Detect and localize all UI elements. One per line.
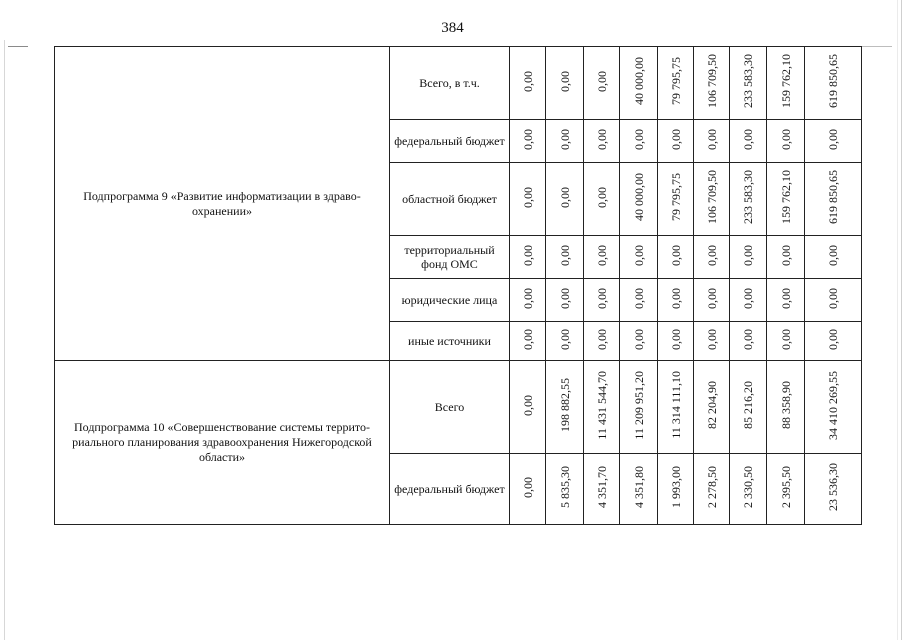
- amount-value: 0,00: [520, 128, 535, 150]
- amount-value: 0,00: [826, 128, 840, 150]
- amount-cell: [805, 47, 862, 120]
- amount-value: 0,00: [741, 128, 755, 150]
- amount-cell: [510, 454, 546, 525]
- amount-value: 619 850,65: [826, 54, 840, 108]
- amount-value: 0,00: [594, 128, 609, 150]
- amount-cell: [620, 47, 658, 120]
- amount-value: 0,00: [594, 328, 609, 350]
- amount-cell: [658, 120, 694, 163]
- amount-value: 0,00: [557, 244, 572, 266]
- amount-cell: [620, 322, 658, 361]
- amount-value: 4 351,70: [594, 466, 609, 508]
- amount-value: 2 330,50: [741, 466, 755, 508]
- amount-value: 79 795,75: [668, 57, 683, 105]
- amount-cell: [620, 236, 658, 279]
- amount-value: 0,00: [778, 128, 793, 150]
- amount-cell: [658, 279, 694, 322]
- amount-value: 0,00: [741, 244, 755, 266]
- amount-value: 0,00: [741, 328, 755, 350]
- amount-cell: [658, 322, 694, 361]
- amount-cell: [584, 454, 620, 525]
- amount-cell: [620, 454, 658, 525]
- amount-cell: [805, 454, 862, 525]
- amount-value: 233 583,30: [741, 54, 755, 108]
- amount-value: 0,00: [704, 128, 719, 150]
- amount-value: 79 795,75: [668, 173, 683, 221]
- amount-value: 106 709,50: [704, 54, 719, 108]
- amount-value: 106 709,50: [704, 170, 719, 224]
- amount-cell: [730, 361, 767, 454]
- amount-cell: [510, 322, 546, 361]
- amount-value: 0,00: [520, 394, 535, 416]
- amount-value: 2 395,50: [778, 466, 793, 508]
- scan-edge-right-inner: [897, 0, 898, 640]
- amount-value: 0,00: [668, 244, 683, 266]
- amount-cell: [510, 236, 546, 279]
- amount-value: 11 314 111,10: [668, 371, 683, 439]
- amount-value: 0,00: [594, 70, 609, 92]
- table-row: [55, 47, 862, 120]
- amount-cell: [658, 454, 694, 525]
- amount-cell: [510, 120, 546, 163]
- amount-cell: [767, 454, 805, 525]
- amount-cell: [694, 322, 730, 361]
- amount-cell: [694, 361, 730, 454]
- amount-value: 0,00: [520, 244, 535, 266]
- amount-value: 233 583,30: [741, 170, 755, 224]
- amount-value: 0,00: [704, 287, 719, 309]
- amount-cell: [584, 322, 620, 361]
- amount-cell: [584, 236, 620, 279]
- scan-mark: [8, 46, 28, 47]
- amount-value: 0,00: [594, 287, 609, 309]
- amount-value: 159 762,10: [778, 170, 793, 224]
- amount-cell: [805, 361, 862, 454]
- amount-value: 0,00: [778, 244, 793, 266]
- amount-value: 159 762,10: [778, 54, 793, 108]
- amount-value: 0,00: [668, 128, 683, 150]
- amount-cell: [658, 163, 694, 236]
- amount-cell: [620, 163, 658, 236]
- amount-value: 0,00: [520, 328, 535, 350]
- amount-value: 85 216,20: [741, 381, 755, 429]
- budget-table: [54, 46, 862, 525]
- amount-cell: [510, 361, 546, 454]
- subprogram-title: Подпрограмма 10 «Совершенствование системы террито-риального планирования здравоохранения Нижегородской области»: [55, 361, 390, 525]
- amount-value: 23 536,30: [826, 463, 840, 511]
- amount-cell: [620, 120, 658, 163]
- amount-value: 0,00: [668, 328, 683, 350]
- amount-value: 5 835,30: [557, 466, 572, 508]
- amount-value: 0,00: [826, 244, 840, 266]
- amount-cell: [658, 236, 694, 279]
- amount-value: 11 209 951,20: [631, 370, 646, 440]
- amount-cell: [546, 236, 584, 279]
- amount-cell: [620, 361, 658, 454]
- amount-cell: [510, 279, 546, 322]
- amount-value: 4 351,80: [631, 466, 646, 508]
- amount-cell: [546, 361, 584, 454]
- amount-cell: [510, 163, 546, 236]
- page-number: 384: [441, 20, 464, 36]
- amount-value: 11 431 544,70: [594, 370, 609, 440]
- amount-value: 0,00: [668, 287, 683, 309]
- amount-cell: [767, 163, 805, 236]
- funding-source: юридические лица: [390, 279, 510, 322]
- amount-value: 0,00: [557, 287, 572, 309]
- amount-cell: [767, 279, 805, 322]
- amount-cell: [805, 120, 862, 163]
- amount-value: 0,00: [594, 186, 609, 208]
- amount-value: 0,00: [826, 328, 840, 350]
- funding-source: Всего: [390, 361, 510, 454]
- amount-value: 0,00: [520, 186, 535, 208]
- amount-value: 0,00: [704, 244, 719, 266]
- amount-cell: [584, 47, 620, 120]
- amount-cell: [546, 120, 584, 163]
- amount-value: 0,00: [557, 128, 572, 150]
- amount-value: 2 278,50: [704, 466, 719, 508]
- amount-cell: [694, 47, 730, 120]
- amount-value: 0,00: [557, 186, 572, 208]
- amount-cell: [694, 120, 730, 163]
- amount-cell: [730, 47, 767, 120]
- amount-cell: [546, 322, 584, 361]
- amount-value: 34 410 269,55: [826, 370, 840, 440]
- amount-value: 0,00: [826, 287, 840, 309]
- amount-value: 88 358,90: [778, 381, 793, 429]
- amount-cell: [767, 322, 805, 361]
- amount-cell: [694, 279, 730, 322]
- amount-value: 1 993,00: [668, 466, 683, 508]
- amount-cell: [584, 279, 620, 322]
- amount-cell: [767, 120, 805, 163]
- amount-cell: [730, 279, 767, 322]
- amount-value: 0,00: [704, 328, 719, 350]
- funding-source: федеральный бюджет: [390, 120, 510, 163]
- amount-cell: [510, 47, 546, 120]
- amount-cell: [730, 322, 767, 361]
- amount-value: 0,00: [631, 287, 646, 309]
- amount-cell: [730, 454, 767, 525]
- amount-cell: [694, 236, 730, 279]
- amount-value: 82 204,90: [704, 381, 719, 429]
- amount-cell: [805, 279, 862, 322]
- amount-value: 619 850,65: [826, 170, 840, 224]
- subprogram-title: Подпрограмма 9 «Развитие информатизации в здраво-охранении»: [55, 47, 390, 361]
- amount-value: 0,00: [741, 287, 755, 309]
- amount-value: 0,00: [631, 328, 646, 350]
- amount-cell: [767, 361, 805, 454]
- amount-value: 0,00: [557, 70, 572, 92]
- amount-value: 0,00: [631, 128, 646, 150]
- amount-cell: [546, 279, 584, 322]
- scan-edge-right: [901, 0, 902, 640]
- amount-value: 0,00: [778, 328, 793, 350]
- amount-cell: [658, 47, 694, 120]
- amount-cell: [620, 279, 658, 322]
- funding-source: территориальный фонд ОМС: [390, 236, 510, 279]
- amount-cell: [730, 120, 767, 163]
- amount-value: 0,00: [557, 328, 572, 350]
- amount-cell: [767, 47, 805, 120]
- amount-cell: [546, 47, 584, 120]
- scan-edge-left: [4, 40, 5, 640]
- amount-cell: [546, 454, 584, 525]
- amount-value: 0,00: [520, 70, 535, 92]
- amount-value: 198 882,55: [557, 378, 572, 432]
- amount-value: 0,00: [594, 244, 609, 266]
- amount-cell: [584, 120, 620, 163]
- amount-cell: [730, 163, 767, 236]
- amount-cell: [694, 454, 730, 525]
- funding-source: иные источники: [390, 322, 510, 361]
- amount-cell: [658, 361, 694, 454]
- amount-cell: [767, 236, 805, 279]
- amount-value: 0,00: [520, 476, 535, 498]
- scan-mark: [862, 46, 892, 47]
- amount-cell: [805, 163, 862, 236]
- amount-cell: [805, 236, 862, 279]
- amount-cell: [694, 163, 730, 236]
- table-row: [55, 361, 862, 454]
- amount-value: 0,00: [778, 287, 793, 309]
- amount-cell: [584, 163, 620, 236]
- amount-value: 0,00: [520, 287, 535, 309]
- amount-value: 40 000,00: [631, 57, 646, 105]
- amount-cell: [546, 163, 584, 236]
- funding-source: областной бюджет: [390, 163, 510, 236]
- amount-value: 0,00: [631, 244, 646, 266]
- amount-cell: [805, 322, 862, 361]
- funding-source: федеральный бюджет: [390, 454, 510, 525]
- funding-source: Всего, в т.ч.: [390, 47, 510, 120]
- budget-table-body: [55, 47, 862, 525]
- amount-cell: [730, 236, 767, 279]
- amount-cell: [584, 361, 620, 454]
- amount-value: 40 000,00: [631, 173, 646, 221]
